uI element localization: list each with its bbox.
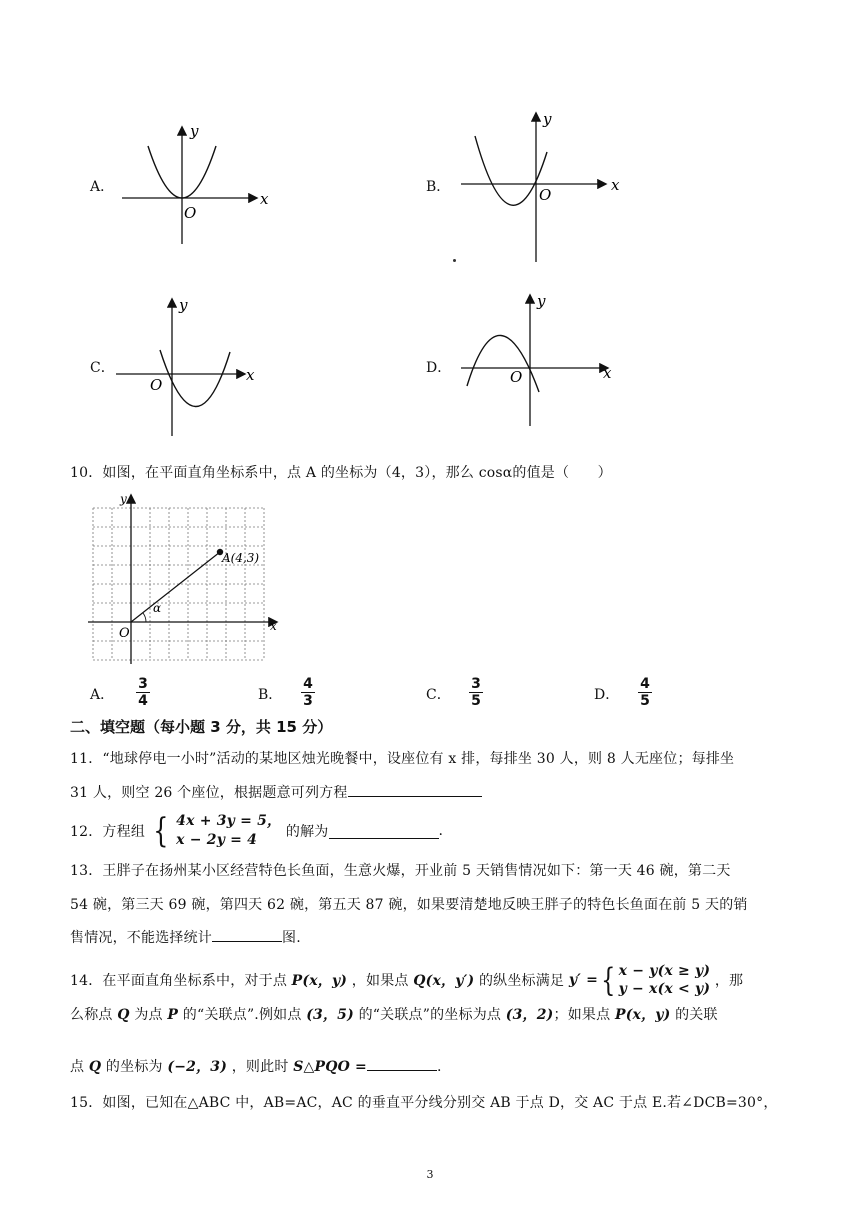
- x-axis-label: x: [260, 190, 269, 208]
- q14-text-3: 的纵坐标满足: [478, 973, 565, 989]
- angle-arc: [143, 613, 146, 622]
- q14-text-5: 么称点: [70, 1007, 113, 1023]
- q12-end: .: [438, 823, 444, 839]
- numerator: 3: [138, 676, 148, 692]
- q12-equation-2: x − 2y = 4: [176, 832, 258, 848]
- y-axis-label: y: [120, 492, 127, 506]
- q13-line-3-end: 图.: [282, 930, 301, 946]
- origin-label: O: [184, 204, 197, 222]
- option-c-label: C．: [90, 360, 115, 376]
- q15-line-1: 15．如图，已知在△ABC 中，AB=AC，AC 的垂直平分线分别交 AB 于点 D，交 AC 于点 E.若∠DCB=30°，: [70, 1095, 778, 1111]
- option-a-label: A．: [90, 179, 115, 195]
- y-axis-label: y: [537, 292, 546, 310]
- q14-point-p-2: P(x，y): [614, 1007, 671, 1023]
- q14-text-10: 的关联: [675, 1007, 718, 1023]
- q13-answer-blank[interactable]: [212, 927, 282, 942]
- q14-line-1: [70, 962, 743, 998]
- origin-label: O: [150, 376, 163, 394]
- q14-text-11: 点: [70, 1059, 85, 1075]
- q10-option-a-fraction: [136, 677, 150, 708]
- q13-line-2: 54 碗，第三天 69 碗，第四天 62 碗，第五天 87 碗，如果要清楚地反映王胖子的特色长鱼面在前 5 天的销: [70, 897, 748, 913]
- q14-text-7: 的“关联点”.例如点: [182, 1007, 302, 1023]
- q13-line-3: [70, 927, 301, 947]
- y-axis-label: y: [179, 296, 188, 314]
- origin-label: O: [539, 186, 552, 204]
- q10-option-d-label: D．: [594, 687, 620, 703]
- x-axis-label: x: [603, 364, 612, 382]
- left-brace: {: [152, 811, 169, 851]
- q14-text-4: ，那: [714, 973, 744, 989]
- q12-answer-blank[interactable]: [329, 824, 439, 839]
- denominator: 5: [640, 693, 650, 709]
- q12-suffix: 的解为: [285, 824, 329, 840]
- q14-text-9: ；如果点: [553, 1007, 611, 1023]
- q10-option-d-fraction: [638, 677, 652, 708]
- left-brace: {: [601, 961, 616, 999]
- q12-equation-system: [150, 812, 282, 850]
- q14-text-1: 14．在平面直角坐标系中，对于点: [70, 973, 288, 989]
- q14-text-12: 的坐标为: [105, 1059, 163, 1075]
- option-c-graph: [112, 292, 262, 438]
- option-b-graph: [455, 106, 625, 266]
- q11-line-1: 11．“地球停电一小时”活动的某地区烛光晚餐中，设座位有 x 排，每排坐 30 人，则 8 人无座位；每排坐: [70, 751, 735, 767]
- q12-line: [70, 812, 443, 850]
- page-number: 3: [426, 1168, 434, 1181]
- q14-q-symbol: Q: [117, 1007, 130, 1023]
- section-2-title: 二、填空题（每小题 3 分，共 15 分）: [70, 718, 333, 736]
- q14-q-symbol-2: Q: [88, 1059, 102, 1075]
- q14-point-q: Q(x，y′): [413, 973, 475, 989]
- q13-line-3-text: 售情况，不能选择统计: [70, 930, 212, 946]
- q14-point-p: P(x，y): [291, 973, 348, 989]
- q10-option-c-label: C．: [426, 687, 451, 703]
- x-axis-label: x: [246, 366, 255, 384]
- point-a-label: A(4,3): [222, 551, 260, 565]
- q14-example-point: (3，5): [306, 1007, 354, 1023]
- ray-oa: [131, 552, 220, 622]
- origin-label: O: [119, 626, 130, 641]
- q14-line-3: [70, 1056, 442, 1076]
- q10-option-a-label: A．: [90, 687, 115, 703]
- denominator: 5: [471, 693, 481, 709]
- angle-alpha-label: α: [153, 601, 162, 615]
- numerator: 4: [303, 676, 313, 692]
- denominator: 3: [303, 693, 313, 709]
- q14-line-2: [70, 1004, 718, 1024]
- q14-text-8: 的“关联点”的坐标为点: [358, 1007, 502, 1023]
- numerator: 3: [471, 676, 481, 692]
- q10-option-b-label: B．: [258, 687, 283, 703]
- x-axis-label: x: [270, 619, 277, 633]
- option-a-graph: [118, 122, 278, 252]
- q10-option-c-fraction: [469, 677, 483, 708]
- q12-prefix: 12．方程组: [70, 824, 146, 840]
- q14-answer-blank[interactable]: [367, 1056, 437, 1071]
- q11-line-2: [70, 782, 482, 802]
- parabola-curve: [160, 350, 230, 407]
- q14-yprime: y′ =: [568, 972, 599, 988]
- q11-line-2-text: 31 人，则空 26 个座位，根据题意可列方程: [70, 785, 348, 801]
- option-b-label: B．: [426, 179, 451, 195]
- q14-text-13: ，则此时: [231, 1059, 289, 1075]
- q10-stem: 10．如图，在平面直角坐标系中，点 A 的坐标为（4，3），那么 cosα的值是（ ）: [70, 465, 612, 481]
- q14-case-1: x − y(x ≥ y): [618, 963, 711, 979]
- q11-answer-blank[interactable]: [348, 782, 482, 797]
- y-axis-label: y: [190, 122, 199, 140]
- q14-p-symbol: P: [167, 1007, 179, 1023]
- q14-end: .: [437, 1059, 442, 1075]
- option-d-graph: [455, 288, 625, 428]
- x-axis-label: x: [611, 176, 620, 194]
- q10-grid-figure: [86, 490, 286, 666]
- q14-case-2: y − x(x < y): [618, 981, 711, 997]
- origin-label: O: [510, 368, 523, 386]
- denominator: 4: [138, 693, 148, 709]
- y-axis-label: y: [543, 110, 552, 128]
- q14-example-result: (3，2): [505, 1007, 554, 1023]
- parabola-curve: [467, 335, 539, 392]
- q14-given-point: (−2，3): [167, 1059, 228, 1075]
- stray-dot: [453, 259, 456, 262]
- q10-option-b-fraction: [301, 677, 315, 708]
- q14-text-6: 为点: [134, 1007, 163, 1023]
- option-d-label: D．: [426, 360, 452, 376]
- q14-area-expression: S△PQO =: [293, 1059, 367, 1075]
- q14-text-2: ，如果点: [351, 973, 409, 989]
- q13-line-1: 13．王胖子在扬州某小区经营特色长鱼面，生意火爆，开业前 5 天销售情况如下：第一天 46 碗，第二天: [70, 863, 731, 879]
- numerator: 4: [640, 676, 650, 692]
- q12-equation-1: 4x + 3y = 5，: [176, 813, 282, 829]
